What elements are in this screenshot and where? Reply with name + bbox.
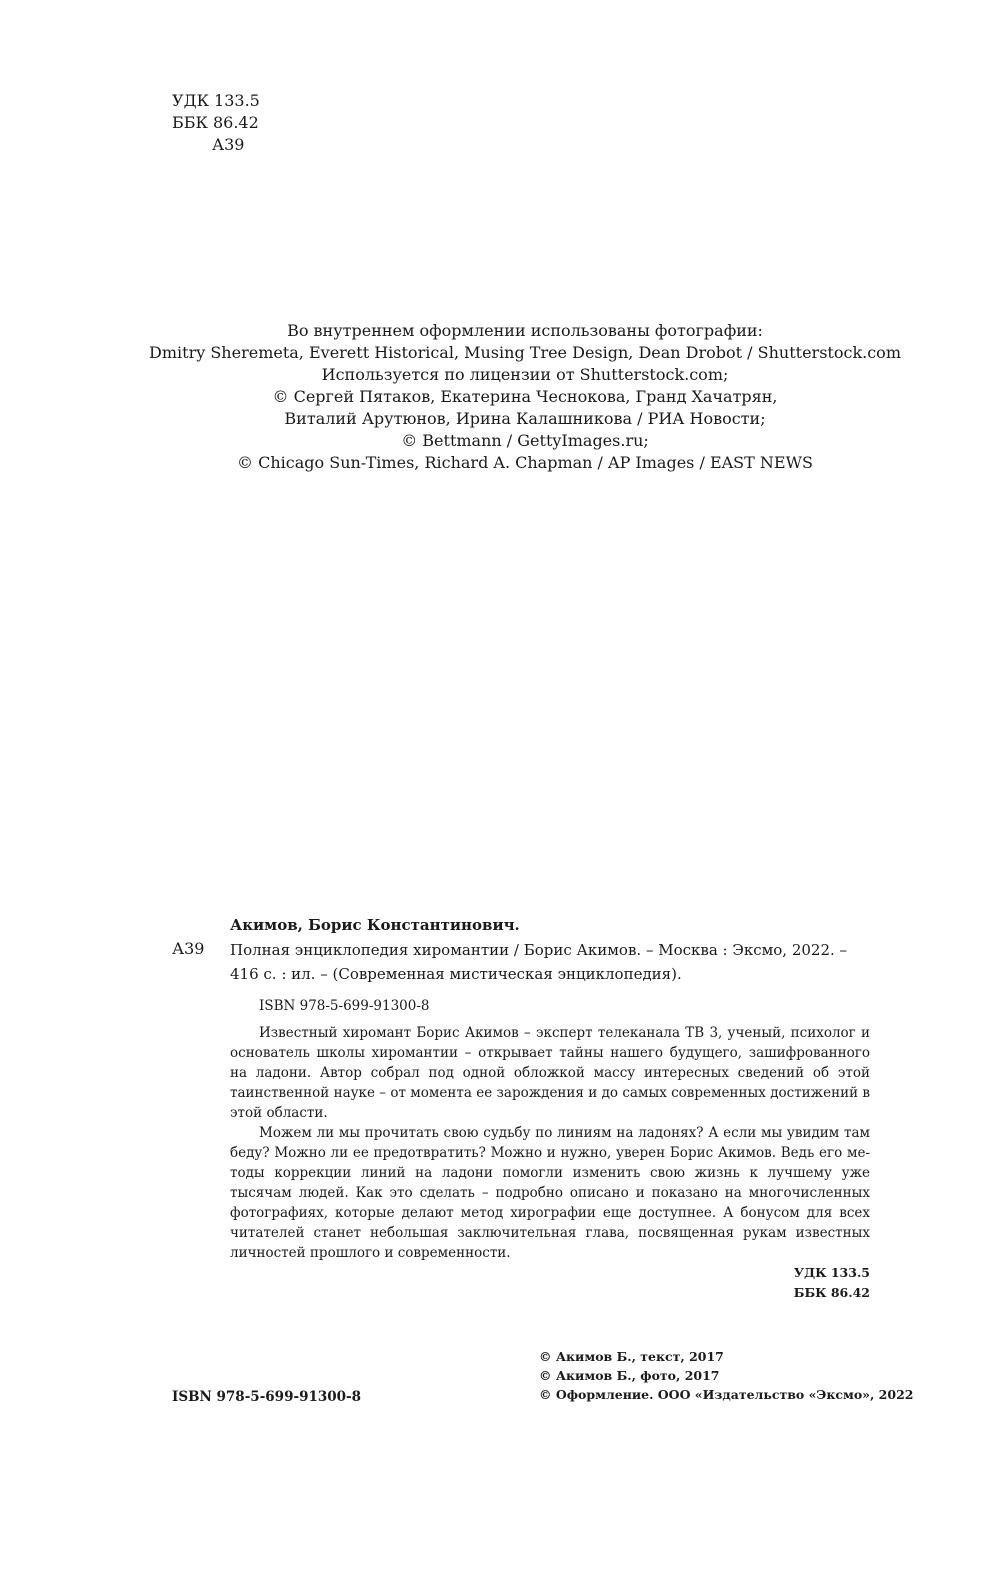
biblio-author: Акимов, Борис Константинович. (230, 916, 520, 934)
credits-line: Dmitry Sheremeta, Everett Historical, Musing Tree Design, Dean Drobot / Shutterstock.com (149, 343, 901, 362)
annotation (230, 1023, 870, 1263)
udk-code-bottom: УДК 133.5 (793, 1265, 870, 1280)
bbk-code-bottom: ББК 86.42 (793, 1285, 870, 1300)
credits-line: Во внутреннем оформлении использованы фотографии: (287, 321, 763, 340)
copyright-block (539, 1347, 913, 1404)
credits-line: Виталий Арутюнов, Ирина Калашникова / РИА Новости; (284, 409, 766, 428)
bbk-code: ББК 86.42 (172, 113, 259, 132)
copyright-line: © Акимов Б., текст, 2017 (539, 1349, 724, 1364)
copyright-line: © Оформление. ООО «Издательство «Эксмо», 2022 (539, 1387, 914, 1402)
photo-credits (100, 320, 950, 474)
copyright-line: © Акимов Б., фото, 2017 (539, 1368, 720, 1383)
biblio-desc-line: 416 с. : ил. – (Современная мистическая энциклопедия). (230, 965, 682, 983)
biblio-isbn: ISBN 978-5-699-91300-8 (259, 998, 430, 1014)
annotation-paragraph: Можем ли мы прочитать свою судьбу по линиям на ладонях? А если мы увидим там беду? Можно ли ее предотвратить? Можно и нужно, уверен Борис Акимов. Ведь его методы коррекции линий на ладони помогли изменить свою жизнь к лучшему уже тысячам людей. Как это сделать – подробно описано и показано на многочисленных фотографиях, которые делают метод хирографии еще доступнее. А бонусом для всех читателей станет небольшая заключительная глава, посвященная рукам известных личностей прошлого и современности. (230, 1125, 870, 1261)
biblio-desc-line: Полная энциклопедия хиромантии / Борис Акимов. – Москва : Эксмо, 2022. – (230, 941, 848, 959)
udk-code: УДК 133.5 (172, 91, 260, 110)
top-classification-codes (172, 90, 372, 156)
credits-line: Используется по лицензии от Shutterstock.com; (321, 365, 729, 384)
isbn-main: ISBN 978-5-699-91300-8 (172, 1389, 362, 1405)
credits-line: © Сергей Пятаков, Екатерина Чеснокова, Гранд Хачатрян, (272, 387, 778, 406)
credits-line: © Bettmann / GettyImages.ru; (401, 431, 649, 450)
annotation-paragraph: Известный хиромант Борис Акимов – эксперт телеканала ТВ 3, ученый, психолог и основатель школы хиромантии – открывает тайны нашего будущего, зашифрованного на ладони. Автор собрал под одной обложкой массу интересных сведений об этой таинственной науке – от момента ее зарождения и до самых современных достижений в этой области. (230, 1025, 870, 1121)
biblio-description (230, 938, 870, 986)
author-sign: А39 (212, 135, 245, 154)
biblio-author-sign: А39 (172, 939, 205, 958)
bottom-classification-codes (670, 1263, 870, 1303)
credits-line: © Chicago Sun-Times, Richard A. Chapman / AP Images / EAST NEWS (237, 453, 813, 472)
